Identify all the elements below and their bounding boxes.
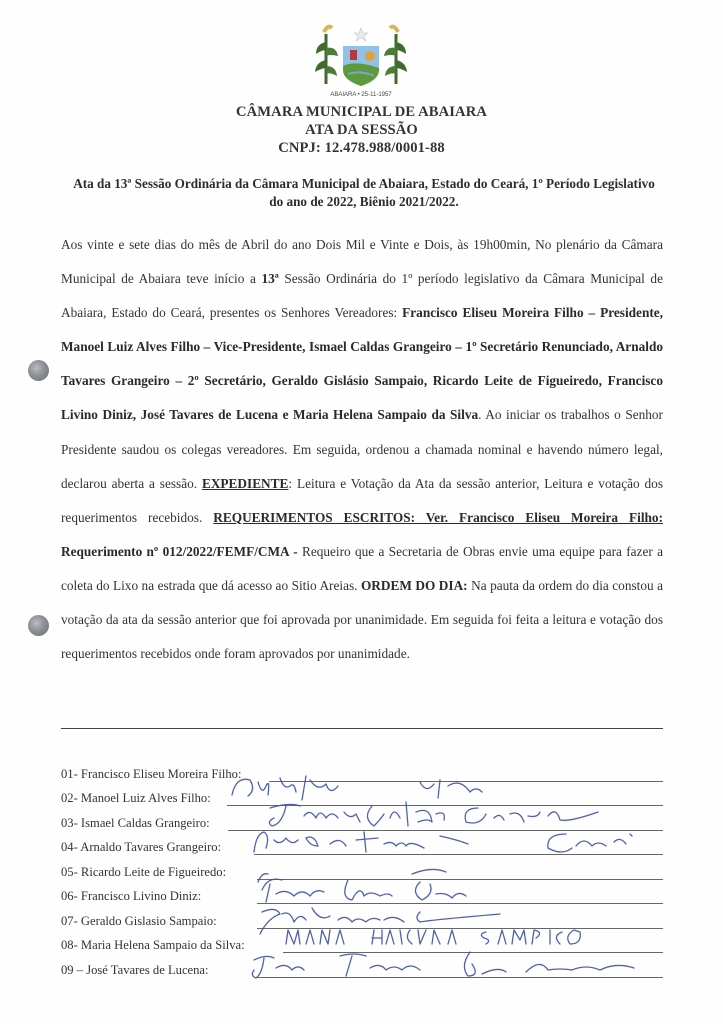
signature-row [61, 785, 663, 810]
ordem-do-dia-heading: ORDEM DO DIA: [360, 577, 468, 593]
requerimentos-heading: REQUERIMENTOS ESCRITOS: Ver. Francisco Eliseu Moreira Filho: [213, 509, 664, 525]
signature-line [257, 903, 663, 904]
minutes-body [61, 228, 663, 671]
signature-row [61, 932, 663, 957]
signature-label: 09 – José Tavares de Lucena: [61, 962, 209, 977]
punch-hole [28, 360, 49, 381]
municipal-crest-logo [310, 22, 412, 100]
signature-row [61, 834, 663, 859]
header-cnpj: CNPJ: 12.478.988/0001-88 [278, 140, 445, 156]
shield-icon [343, 46, 379, 86]
signature-label: 05- Ricardo Leite de Figueiredo: [61, 864, 227, 879]
signature-line [227, 805, 663, 806]
signature-label: 04- Arnaldo Tavares Grangeiro: [61, 840, 222, 854]
signature-list [61, 760, 663, 981]
council-members-list: Francisco Eliseu Moreira Filho – Presidente, Manoel Luiz Alves Filho – Vice-Presidente, Ismael Caldas Grangeiro – 1º Secretário Renunciado, Arnaldo Tavares Grangeiro – 2º Secretário, Geraldo Gislásio Sampaio, Ricardo Leite de Figueiredo, Francisco Livino Diniz, José Tavares de Lucena e Maria Helena Sampaio da Silva [61, 305, 663, 423]
signature-label: 02- Manoel Luiz Alves Filho: [61, 791, 211, 805]
body-text-segment: Requeiro que a Secretaria de Obras envie uma equipe para fazer a coleta do Lixo na estrada que dá acesso ao Sitio Areias. [61, 543, 663, 593]
expediente-heading: EXPEDIENTE [201, 475, 289, 491]
body-text-segment: Na pauta da ordem do dia constou a votação da ata da sessão anterior que foi aprovada por unanimidade. Em seguida foi feita a leitura e votação dos requerimentos recebidos onde foram aprovados por unanimidade. [61, 577, 664, 662]
signature-row [61, 907, 663, 932]
signature-row [61, 760, 663, 785]
body-text-segment: . Ao iniciar os trabalhos o Senhor Presidente saudou os colegas vereadores. Em seguida, ordenou a chamada nominal e havendo número legal, declarou aberta a sessão. [61, 407, 663, 491]
signature-row [61, 858, 663, 883]
body-text-segment: : Leitura e Votação da Ata da sessão anterior, Leitura e votação dos requerimentos recebidos. [61, 475, 664, 525]
signature-label: 03- Ismael Caldas Grangeiro: [61, 815, 210, 830]
header-chamber-name: CÂMARA MUNICIPAL DE ABAIARA [236, 104, 487, 120]
signature-line [254, 854, 663, 855]
signature-label: 06- Francisco Livino Diniz: [61, 889, 202, 903]
body-text-segment: Aos vinte e sete dias do mês de Abril do ano Dois Mil e Vinte e Dois, às 19h00min, No plenário da Câmara Municipal de Abaiara teve início a [61, 237, 663, 287]
signature-label: 01- Francisco Eliseu Moreira Filho: [61, 766, 242, 781]
signature-label: 07- Geraldo Gislasio Sampaio: [61, 913, 217, 928]
svg-text:ABAIARA • 25-11-1957: ABAIARA • 25-11-1957 [330, 92, 392, 98]
signature-line [269, 781, 663, 782]
body-text-segment: Sessão Ordinária do 1º período legislativo da Câmara Municipal de Abaiara, Estado do Ceará, presentes os Senhores Vereadores: [61, 271, 663, 321]
star-icon [354, 28, 368, 41]
corn-stalk-right-icon [384, 27, 407, 84]
signature-row [61, 883, 663, 908]
signature-line [257, 928, 663, 929]
signature-line [283, 952, 663, 953]
signature-line [257, 977, 663, 978]
signature-label: 08- Maria Helena Sampaio da Silva: [61, 938, 245, 952]
header-doc-type: ATA DA SESSÃO [305, 122, 418, 138]
corn-stalk-left-icon [315, 27, 338, 84]
session-number: 13ª [261, 271, 279, 287]
requerimento-id: Requerimento nº 012/2022/FEMF/CMA - [61, 543, 298, 559]
punch-hole [28, 615, 49, 636]
separator-line [61, 728, 663, 729]
signature-line [257, 879, 663, 880]
signature-line [228, 830, 663, 831]
signature-row [61, 809, 663, 834]
session-title: Ata da 13ª Sessão Ordinária da Câmara Municipal de Abaiara, Estado do Ceará, 1º Período Legislativo do ano de 2022, Biênio 2021/2022. [73, 176, 655, 209]
signature-row [61, 956, 663, 981]
